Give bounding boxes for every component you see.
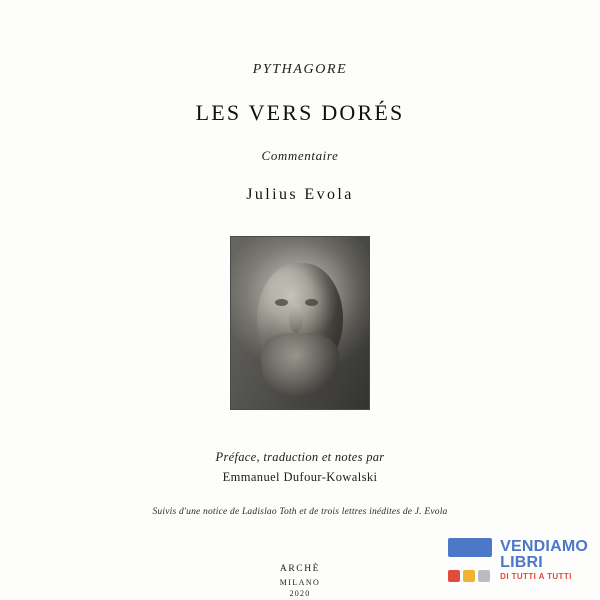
logo-dot-red-icon — [448, 570, 460, 582]
portrait-image — [230, 236, 370, 410]
logo-text-group — [500, 539, 588, 582]
publication-year: 2020 — [289, 589, 311, 599]
logo-text-line1: VENDIAMO — [500, 537, 588, 555]
publisher-name: ARCHÈ — [279, 564, 321, 575]
cover-title: LES VERS DORÉS — [195, 100, 405, 125]
publisher-imprint — [280, 563, 320, 600]
logo-dots-group — [448, 570, 492, 582]
cover-commentator: Julius Evola — [246, 186, 354, 203]
title-block — [0, 62, 600, 204]
logo-dot-yellow-icon — [463, 570, 475, 582]
logo-tagline: DI TUTTI A TUTTI — [500, 572, 572, 582]
logo-dot-grey-icon — [478, 570, 490, 582]
cover-author: PYTHAGORE — [252, 62, 348, 77]
logo-text-line2: LIBRI — [500, 553, 543, 571]
credit-role: Préface, traduction et notes par — [215, 450, 385, 465]
logo-mark-icon — [448, 538, 492, 582]
vendiamolibri-watermark — [448, 538, 588, 582]
credit-translator-name: Emmanuel Dufour-Kowalski — [222, 470, 378, 485]
logo-bar-icon — [448, 538, 492, 557]
portrait-shading-overlay — [231, 237, 369, 409]
cover-subtitle: Commentaire — [261, 148, 339, 163]
credits-block — [152, 450, 447, 517]
cover-note: Suivis d'une notice de Ladislao Toth et de trois lettres inédites de J. Evola — [152, 507, 448, 518]
publisher-city: MILANO — [279, 577, 321, 587]
